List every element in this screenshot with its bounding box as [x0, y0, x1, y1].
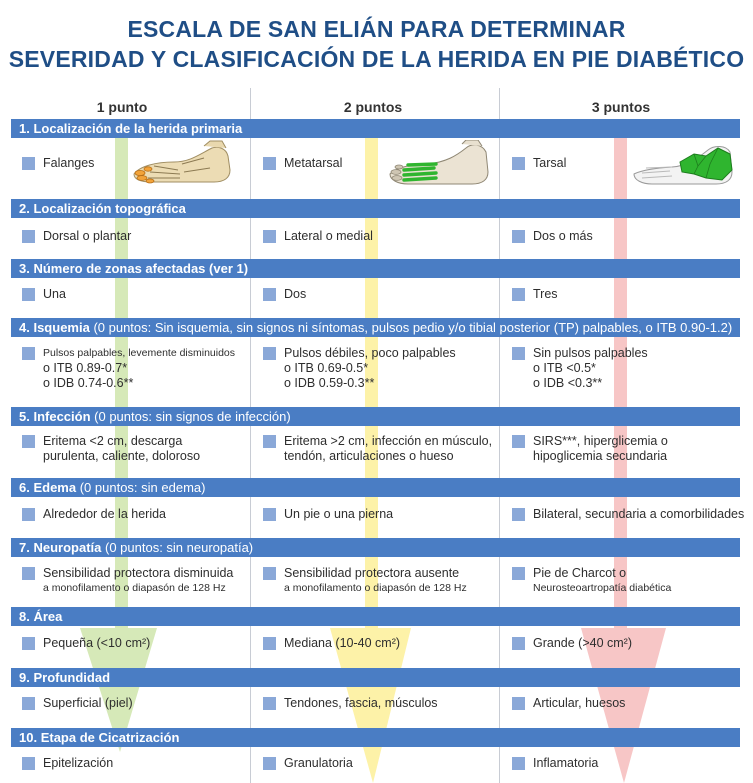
criterion-text: Metatarsal — [284, 156, 343, 170]
criterion-text: o IDB 0.74-0.6** — [43, 376, 134, 390]
checkbox-icon[interactable] — [263, 347, 276, 360]
criterion-text: tendón, articulaciones o hueso — [284, 449, 454, 463]
checkbox-icon[interactable] — [22, 508, 35, 521]
criterion-text: o IDB 0.59-0.3** — [284, 376, 375, 390]
section-header-10 — [11, 728, 740, 747]
section-title: 8. — [19, 609, 30, 624]
criterion-text: Mediana (10-40 cm²) — [284, 636, 401, 650]
criterion-text: Pulsos palpables, levemente disminuidos — [43, 347, 236, 359]
checkbox-icon[interactable] — [512, 697, 525, 710]
checkbox-icon[interactable] — [263, 757, 276, 770]
section-title: 10. — [19, 730, 38, 745]
checkbox-icon[interactable] — [22, 637, 35, 650]
checkbox-icon[interactable] — [263, 288, 276, 301]
criterion-text: Inflamatoria — [533, 756, 599, 770]
criterion-text: Sin pulsos palpables — [533, 346, 648, 360]
criterion-text: o ITB 0.89-0.7* — [43, 361, 128, 375]
section-title: Localización topográfica — [33, 201, 186, 216]
checkbox-icon[interactable] — [512, 288, 525, 301]
criterion-text: o IDB <0.3** — [533, 376, 603, 390]
criterion-text: Pulsos débiles, poco palpables — [284, 346, 456, 360]
criterion-text: Pequeña (<10 cm²) — [43, 636, 151, 650]
criterion-text: Sensibilidad protectora disminuida — [43, 566, 234, 580]
criterion-text: Tendones, fascia, músculos — [284, 696, 438, 710]
checkbox-icon[interactable] — [512, 435, 525, 448]
section-header-6 — [11, 478, 740, 497]
criterion-text: Eritema <2 cm, descarga — [43, 434, 183, 448]
checkbox-icon[interactable] — [512, 347, 525, 360]
column-header-3: 3 puntos — [591, 99, 651, 115]
section-title: Área — [33, 609, 63, 624]
checkbox-icon[interactable] — [22, 288, 35, 301]
section-title: Localización de la herida primaria — [33, 121, 243, 136]
section-title: 3. — [19, 261, 30, 276]
criterion-text: o ITB <0.5* — [533, 361, 596, 375]
criterion-text: Un pie o una pierna — [284, 507, 394, 521]
foot-metatarsal-icon — [388, 140, 492, 188]
criterion-text: Una — [43, 287, 66, 301]
criterion-text: Pie de Charcot o — [533, 566, 627, 580]
section-title: 9. — [19, 670, 30, 685]
section-title: Profundidad — [33, 670, 111, 685]
section-title: 2. — [19, 201, 30, 216]
section-note: (0 puntos: Sin isquemia, sin signos ni síntomas, pulsos pedio y/o tibial posterior (TP) palpables, o ITB 0.90-1.2) — [89, 320, 733, 335]
column-header-1: 1 punto — [96, 99, 148, 115]
checkbox-icon[interactable] — [263, 697, 276, 710]
checkbox-icon[interactable] — [512, 637, 525, 650]
section-title: Etapa de Cicatrización — [40, 730, 180, 745]
criterion-text: purulenta, caliente, doloroso — [43, 449, 201, 463]
section-title: Infección — [33, 409, 91, 424]
section-header-4 — [11, 318, 740, 337]
checkbox-icon[interactable] — [22, 757, 35, 770]
section-title: 7. — [19, 540, 30, 555]
criterion-text: SIRS***, hiperglicemia o — [533, 434, 668, 448]
column-header-2: 2 puntos — [343, 99, 403, 115]
checkbox-icon[interactable] — [263, 637, 276, 650]
criterion-text: Dorsal o plantar — [43, 229, 132, 243]
criterion-text: Tres — [533, 287, 558, 301]
criterion-text: Superficial (piel) — [43, 696, 133, 710]
checkbox-icon[interactable] — [263, 508, 276, 521]
section-title: 6. — [19, 480, 30, 495]
criterion-text: Eritema >2 cm, infección en músculo, — [284, 434, 493, 448]
checkbox-icon[interactable] — [512, 567, 525, 580]
section-note: (0 puntos: sin signos de infección) — [90, 409, 291, 424]
criterion-text: a monofilamento o diapasón de 128 Hz — [43, 582, 226, 594]
section-title: 1. — [19, 121, 30, 136]
checkbox-icon[interactable] — [263, 567, 276, 580]
criterion-text: o ITB 0.69-0.5* — [284, 361, 369, 375]
section-title: Número de zonas afectadas (ver 1) — [33, 261, 249, 276]
checkbox-icon[interactable] — [512, 757, 525, 770]
criterion-text: Lateral o medial — [284, 229, 373, 243]
section-note: (0 puntos: sin edema) — [76, 480, 206, 495]
checkbox-icon[interactable] — [512, 230, 525, 243]
section-header-8 — [11, 607, 740, 626]
section-header-9 — [11, 668, 740, 687]
foot-phalanges-icon — [130, 140, 234, 186]
checkbox-icon[interactable] — [22, 567, 35, 580]
foot-tarsal-icon — [632, 140, 736, 188]
criterion-text: Grande (>40 cm²) — [533, 636, 632, 650]
checkbox-icon[interactable] — [22, 157, 35, 170]
checkbox-icon[interactable] — [263, 157, 276, 170]
checkbox-icon[interactable] — [22, 230, 35, 243]
checkbox-icon[interactable] — [263, 435, 276, 448]
section-title: Neuropatía — [33, 540, 102, 555]
title-line-1: ESCALA DE SAN ELIÁN PARA DETERMINAR — [127, 16, 626, 42]
section-header-2 — [11, 199, 740, 218]
checkbox-icon[interactable] — [22, 347, 35, 360]
section-header-7 — [11, 538, 740, 557]
criterion-text: Dos — [284, 287, 307, 301]
criterion-text: Falanges — [43, 156, 95, 170]
criterion-text: hipoglicemia secundaria — [533, 449, 668, 463]
criterion-text: Neurosteoartropatía diabética — [533, 582, 672, 594]
criterion-text: Sensibilidad protectora ausente — [284, 566, 460, 580]
section-title: Edema — [33, 480, 77, 495]
criterion-text: Granulatoria — [284, 756, 353, 770]
section-title: 5. — [19, 409, 30, 424]
section-header-3 — [11, 259, 740, 278]
checkbox-icon[interactable] — [512, 508, 525, 521]
criterion-text: Bilateral, secundaria a comorbilidades — [533, 507, 745, 521]
checkbox-icon[interactable] — [263, 230, 276, 243]
criterion-text: Tarsal — [533, 156, 567, 170]
criterion-text: a monofilamento o diapasón de 128 Hz — [284, 582, 467, 594]
section-note: (0 puntos: sin neuropatía) — [101, 540, 254, 555]
criterion-text: Alrededor de la herida — [43, 507, 166, 521]
section-header-1 — [11, 119, 740, 138]
checkbox-icon[interactable] — [22, 435, 35, 448]
criterion-text: Dos o más — [533, 229, 593, 243]
criterion-text: Articular, huesos — [533, 696, 626, 710]
section-title: 4. — [19, 320, 30, 335]
checkbox-icon[interactable] — [512, 157, 525, 170]
checkbox-icon[interactable] — [22, 697, 35, 710]
title-line-2: SEVERIDAD Y CLASIFICACIÓN DE LA HERIDA EN PIE DIABÉTICO — [8, 46, 745, 72]
section-title: Isquemia — [33, 320, 90, 335]
section-header-5 — [11, 407, 740, 426]
criterion-text: Epitelización — [43, 756, 114, 770]
